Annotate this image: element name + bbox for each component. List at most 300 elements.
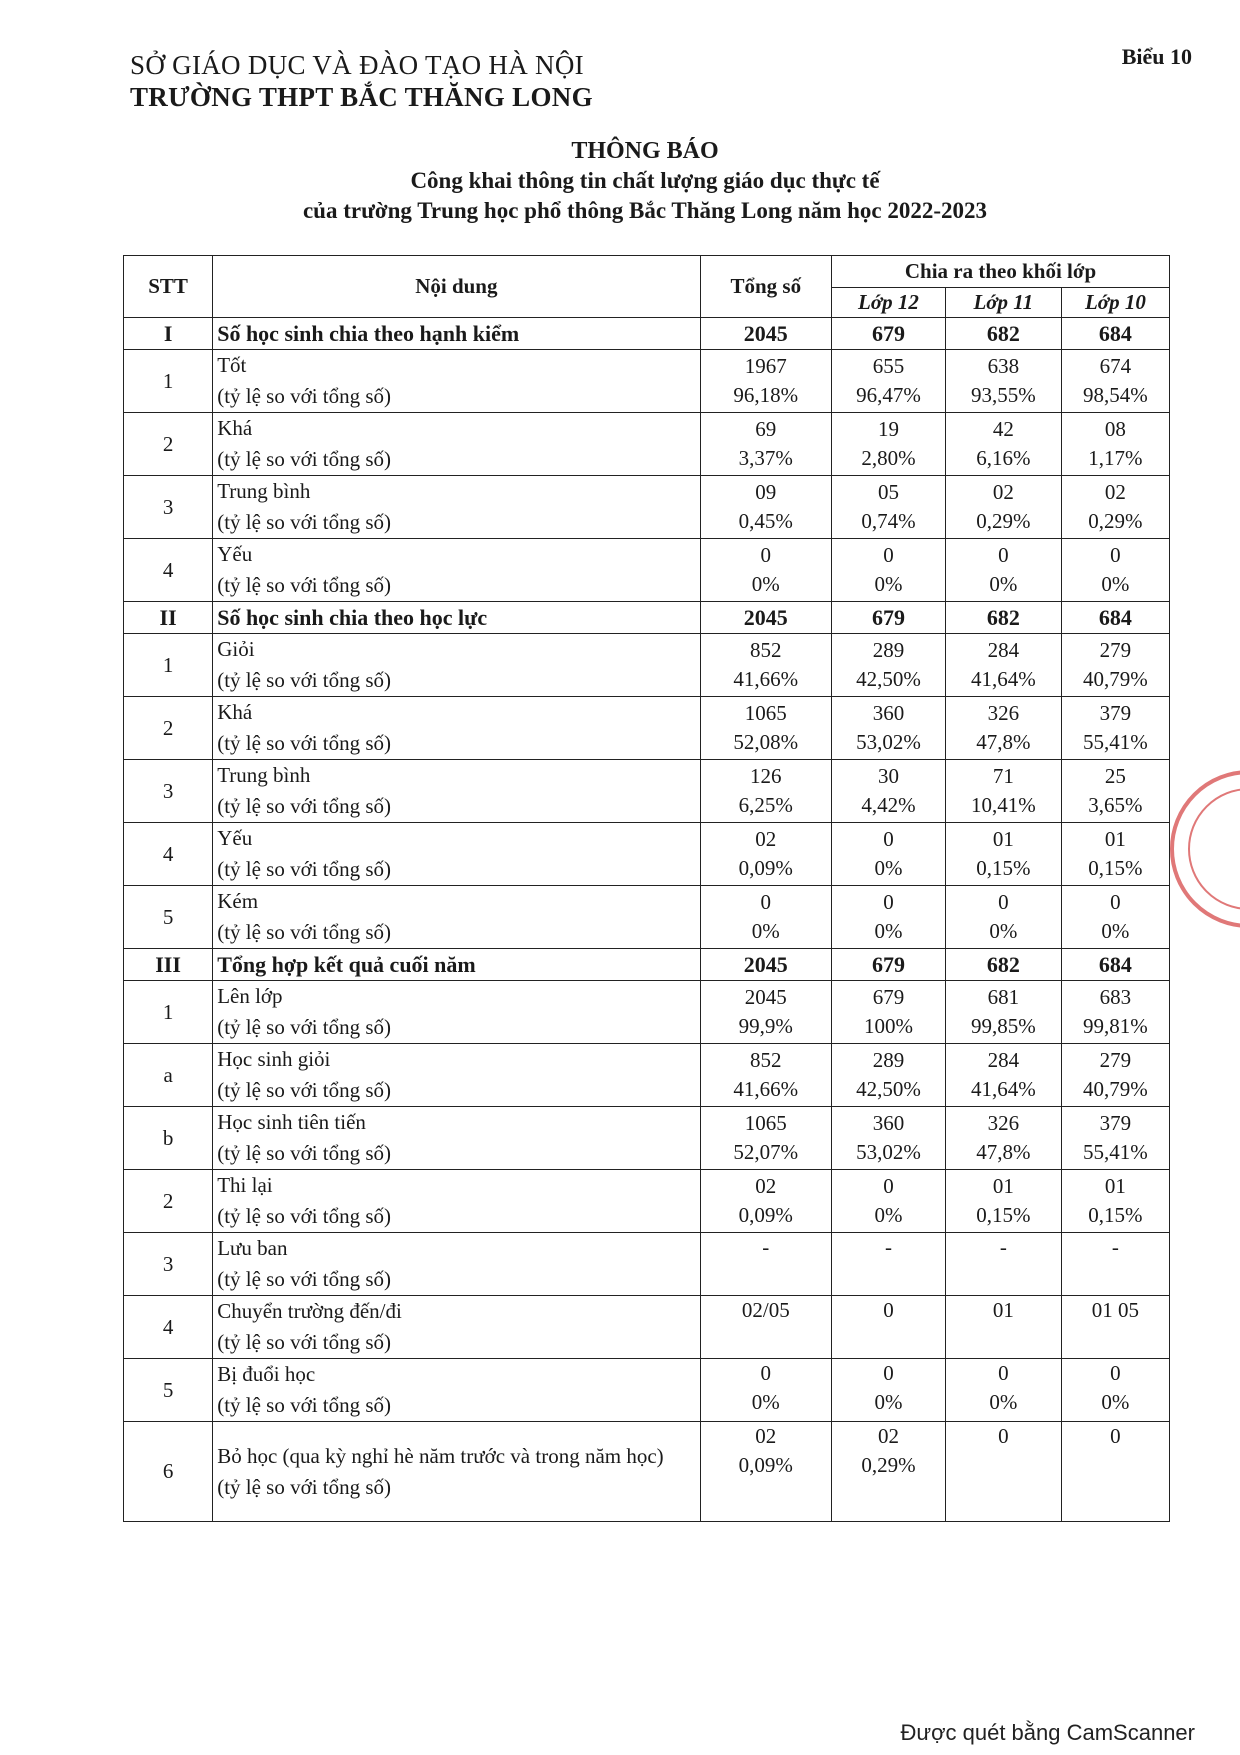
section-l10: 684	[1061, 949, 1169, 981]
cell-count: 02	[755, 1424, 777, 1448]
cell-total	[700, 697, 832, 760]
cell-percent: 53,02%	[856, 730, 921, 754]
cell-percent: 0%	[989, 572, 1018, 596]
row-name: Tốt	[217, 353, 247, 377]
row-rate-label: (tỷ lệ so với tổng số)	[217, 1015, 392, 1039]
cell-percent: 0%	[751, 1390, 780, 1414]
scanner-watermark: Được quét bằng CamScanner	[900, 1720, 1195, 1745]
cell-percent: 99,9%	[738, 1014, 793, 1038]
row-stt: 4	[124, 1296, 213, 1359]
row-content	[213, 886, 700, 949]
section-row	[124, 602, 1170, 634]
cell-percent: 99,85%	[970, 1014, 1036, 1038]
cell-count: 852	[750, 1048, 782, 1072]
cell-l10	[1061, 1233, 1169, 1296]
header-grade-11: Lớp 11	[945, 288, 1061, 318]
cell-percent: 42,50%	[856, 1077, 921, 1101]
cell-count: 674	[1099, 354, 1132, 378]
cell-percent: 0,09%	[738, 1453, 793, 1477]
row-rate-label: (tỷ lệ so với tổng số)	[217, 1474, 392, 1499]
cell-l12	[832, 1044, 946, 1107]
cell-l12	[832, 981, 946, 1044]
cell-percent: 0%	[989, 1390, 1018, 1414]
row-stt: 1	[124, 634, 213, 697]
section-l11: 682	[945, 318, 1061, 350]
section-title: Tổng hợp kết quả cuối năm	[213, 949, 700, 981]
table-row	[124, 350, 1170, 413]
cell-percent: 53,02%	[856, 1140, 921, 1164]
section-l10: 684	[1061, 602, 1169, 634]
section-l11: 682	[945, 949, 1061, 981]
notice-subtitle-2: của trường Trung học phổ thông Bắc Thăng Long năm học 2022-2023	[302, 198, 988, 223]
cell-l10	[1061, 1107, 1169, 1170]
cell-percent: 40,79%	[1083, 1077, 1148, 1101]
row-content	[213, 760, 700, 823]
cell-l12	[832, 1170, 946, 1233]
section-l10: 684	[1061, 318, 1169, 350]
section-l11: 682	[945, 602, 1061, 634]
cell-percent: 0,15%	[1088, 1203, 1143, 1227]
notice-title: THÔNG BÁO	[571, 138, 719, 164]
cell-count: 0	[760, 1361, 772, 1385]
table-row	[124, 886, 1170, 949]
section-row	[124, 949, 1170, 981]
cell-count: 19	[877, 417, 899, 441]
cell-l10	[1061, 1422, 1169, 1522]
cell-percent: 93,55%	[970, 383, 1036, 407]
cell-l11	[945, 634, 1061, 697]
section-l12: 679	[832, 949, 946, 981]
cell-percent: 0%	[1101, 1390, 1130, 1414]
cell-count: 25	[1104, 764, 1126, 788]
section-l12: 679	[832, 602, 946, 634]
cell-percent: 0,29%	[976, 509, 1031, 533]
header-grade-10: Lớp 10	[1061, 288, 1169, 318]
header-grade-group: Chia ra theo khối lớp	[832, 256, 1170, 288]
row-name: Bị đuổi học	[217, 1362, 316, 1386]
cell-count: 01 05	[1091, 1298, 1140, 1322]
row-stt: 5	[124, 886, 213, 949]
cell-percent: 0,29%	[1088, 509, 1143, 533]
cell-count: 71	[992, 764, 1014, 788]
cell-count: 02	[1104, 480, 1126, 504]
table-header-row	[124, 256, 1170, 288]
cell-l12	[832, 1107, 946, 1170]
cell-percent: 47,8%	[976, 730, 1031, 754]
cell-count: 279	[1099, 1048, 1132, 1072]
section-stt: II	[124, 602, 213, 634]
cell-count: 42	[992, 417, 1014, 441]
table-row	[124, 981, 1170, 1044]
section-title: Số học sinh chia theo học lực	[213, 602, 700, 634]
cell-count: 852	[750, 638, 782, 662]
cell-count: 0	[760, 543, 772, 567]
cell-l11	[945, 413, 1061, 476]
cell-count: 0	[883, 1361, 894, 1385]
cell-l12	[832, 1296, 946, 1359]
cell-count: 69	[755, 417, 777, 441]
notice-subtitle: Công khai thông tin chất lượng giáo dục thực tế	[410, 168, 880, 193]
row-name: Lên lớp	[217, 984, 283, 1008]
row-rate-label: (tỷ lệ so với tổng số)	[217, 1267, 392, 1291]
cell-count: 289	[872, 638, 905, 662]
row-name: Học sinh giỏi	[217, 1047, 331, 1071]
cell-l10	[1061, 1170, 1169, 1233]
cell-l10	[1061, 1296, 1169, 1359]
table-row	[124, 760, 1170, 823]
cell-l12	[832, 476, 946, 539]
row-stt: 1	[124, 981, 213, 1044]
row-stt: 2	[124, 697, 213, 760]
cell-l10	[1061, 760, 1169, 823]
cell-percent: 0%	[751, 919, 780, 943]
cell-percent: 0,15%	[976, 1203, 1031, 1227]
cell-count: -	[1111, 1235, 1119, 1259]
cell-l10	[1061, 350, 1169, 413]
row-content	[213, 1170, 700, 1233]
cell-percent: 0%	[874, 1203, 903, 1227]
cell-count: 379	[1099, 1111, 1132, 1135]
cell-count: 01	[1104, 827, 1126, 851]
cell-percent: 0,15%	[976, 856, 1031, 880]
row-name: Lưu ban	[217, 1236, 288, 1260]
cell-percent: 42,50%	[856, 667, 921, 691]
cell-l12	[832, 1359, 946, 1422]
section-total: 2045	[700, 602, 832, 634]
cell-percent: 0%	[874, 919, 903, 943]
cell-total	[700, 1233, 832, 1296]
header-stt: STT	[124, 256, 213, 318]
department-name: SỞ GIÁO DỤC VÀ ĐÀO TẠO HÀ NỘI	[130, 50, 584, 80]
cell-percent: 0%	[751, 572, 780, 596]
cell-percent: 4,42%	[861, 793, 916, 817]
cell-l11	[945, 886, 1061, 949]
cell-l11	[945, 1107, 1061, 1170]
cell-count: 0	[883, 1174, 894, 1198]
row-stt: 6	[124, 1422, 213, 1522]
cell-l12	[832, 823, 946, 886]
cell-percent: 41,64%	[970, 667, 1036, 691]
cell-count: 126	[750, 764, 782, 788]
cell-count: 679	[872, 985, 905, 1009]
section-total: 2045	[700, 318, 832, 350]
cell-percent: 3,65%	[1088, 793, 1143, 817]
cell-l11	[945, 1359, 1061, 1422]
table-row	[124, 413, 1170, 476]
cell-count: 01	[992, 827, 1014, 851]
row-name: Trung bình	[217, 479, 311, 503]
cell-percent: 100%	[863, 1014, 913, 1038]
row-rate-label: (tỷ lệ so với tổng số)	[217, 1330, 392, 1354]
cell-l11	[945, 539, 1061, 602]
cell-l12	[832, 1233, 946, 1296]
row-content	[213, 823, 700, 886]
row-name: Khá	[217, 700, 253, 724]
cell-percent: 10,41%	[970, 793, 1036, 817]
cell-total	[700, 1044, 832, 1107]
cell-total	[700, 1422, 832, 1522]
row-name: Yếu	[217, 826, 253, 850]
cell-count: 02	[992, 480, 1014, 504]
cell-l10	[1061, 697, 1169, 760]
form-number: Biểu 10	[1121, 44, 1192, 69]
section-stt: I	[124, 318, 213, 350]
cell-count: 0	[883, 1298, 894, 1322]
cell-count: 0	[1110, 1424, 1121, 1448]
cell-l11	[945, 697, 1061, 760]
row-name: Chuyển trường đến/đi	[217, 1299, 402, 1323]
cell-l12	[832, 1422, 946, 1522]
cell-percent: 0,09%	[738, 856, 793, 880]
row-rate-label: (tỷ lệ so với tổng số)	[217, 1204, 392, 1228]
cell-percent: 2,80%	[861, 446, 916, 470]
row-stt: 2	[124, 1170, 213, 1233]
cell-l11	[945, 823, 1061, 886]
cell-l11	[945, 1422, 1061, 1522]
row-name: Kém	[217, 889, 259, 913]
row-name: Giỏi	[217, 637, 255, 661]
row-content	[213, 981, 700, 1044]
cell-count: 0	[760, 890, 772, 914]
cell-count: 1967	[744, 354, 787, 378]
cell-percent: 0%	[874, 572, 903, 596]
cell-percent: 1,17%	[1088, 446, 1143, 470]
cell-count: 1065	[744, 701, 787, 725]
cell-l11	[945, 1296, 1061, 1359]
cell-total	[700, 1107, 832, 1170]
cell-percent: 41,66%	[733, 1077, 799, 1101]
cell-percent: 40,79%	[1083, 667, 1148, 691]
cell-percent: 47,8%	[976, 1140, 1031, 1164]
cell-count: 0	[883, 543, 894, 567]
cell-count: -	[999, 1235, 1007, 1259]
cell-total	[700, 476, 832, 539]
cell-l11	[945, 1170, 1061, 1233]
cell-count: 0	[998, 1361, 1009, 1385]
row-content	[213, 1044, 700, 1107]
cell-total	[700, 823, 832, 886]
cell-l11	[945, 1044, 1061, 1107]
cell-count: 284	[987, 1048, 1020, 1072]
cell-count: 379	[1099, 701, 1132, 725]
row-name: Yếu	[217, 542, 253, 566]
cell-l10	[1061, 823, 1169, 886]
row-content	[213, 1359, 700, 1422]
cell-percent: 52,08%	[733, 730, 799, 754]
header-total: Tổng số	[700, 256, 832, 318]
cell-l12	[832, 886, 946, 949]
cell-count: -	[762, 1235, 770, 1259]
row-rate-label: (tỷ lệ so với tổng số)	[217, 1141, 392, 1165]
row-content	[213, 350, 700, 413]
cell-percent: 96,18%	[733, 383, 799, 407]
cell-count: 01	[992, 1298, 1014, 1322]
cell-total	[700, 539, 832, 602]
cell-total	[700, 886, 832, 949]
table-row	[124, 1044, 1170, 1107]
cell-count: 326	[987, 1111, 1020, 1135]
row-stt: 4	[124, 823, 213, 886]
cell-count: 360	[872, 1111, 905, 1135]
cell-l10	[1061, 1359, 1169, 1422]
cell-total	[700, 413, 832, 476]
table-row	[124, 476, 1170, 539]
cell-total	[700, 1296, 832, 1359]
cell-l12	[832, 413, 946, 476]
row-name: Thi lại	[217, 1173, 273, 1197]
cell-percent: 0,45%	[738, 509, 793, 533]
row-stt: a	[124, 1044, 213, 1107]
cell-count: -	[884, 1235, 892, 1259]
row-content	[213, 476, 700, 539]
row-rate-label: (tỷ lệ so với tổng số)	[217, 1393, 392, 1417]
cell-l12	[832, 539, 946, 602]
table-row	[124, 1107, 1170, 1170]
row-name: Học sinh tiên tiến	[217, 1110, 366, 1134]
table-row	[124, 634, 1170, 697]
cell-total	[700, 634, 832, 697]
cell-count: 0	[883, 827, 894, 851]
cell-l10	[1061, 886, 1169, 949]
cell-l11	[945, 981, 1061, 1044]
row-stt: 5	[124, 1359, 213, 1422]
cell-l10	[1061, 634, 1169, 697]
cell-count: 681	[987, 985, 1020, 1009]
section-title: Số học sinh chia theo hạnh kiểm	[213, 318, 700, 350]
row-stt: 4	[124, 539, 213, 602]
cell-count: 683	[1099, 985, 1132, 1009]
cell-l12	[832, 697, 946, 760]
cell-count: 02	[755, 827, 777, 851]
cell-total	[700, 760, 832, 823]
table-row	[124, 697, 1170, 760]
row-rate-label: (tỷ lệ so với tổng số)	[217, 857, 392, 881]
section-stt: III	[124, 949, 213, 981]
cell-count: 30	[877, 764, 899, 788]
cell-percent: 0%	[874, 1390, 903, 1414]
cell-percent: 6,25%	[738, 793, 793, 817]
cell-l11	[945, 476, 1061, 539]
row-content	[213, 539, 700, 602]
cell-percent: 96,47%	[856, 383, 921, 407]
cell-count: 638	[987, 354, 1020, 378]
section-total: 2045	[700, 949, 832, 981]
cell-l10	[1061, 413, 1169, 476]
cell-count: 326	[987, 701, 1020, 725]
cell-count: 05	[877, 480, 899, 504]
row-rate-label: (tỷ lệ so với tổng số)	[217, 510, 392, 534]
cell-total	[700, 981, 832, 1044]
cell-count: 0	[1110, 1361, 1121, 1385]
row-name: Trung bình	[217, 763, 311, 787]
cell-l10	[1061, 539, 1169, 602]
cell-l12	[832, 760, 946, 823]
cell-count: 279	[1099, 638, 1132, 662]
cell-percent: 6,16%	[976, 446, 1031, 470]
cell-percent: 99,81%	[1083, 1014, 1148, 1038]
cell-percent: 0%	[874, 856, 903, 880]
table-row	[124, 1233, 1170, 1296]
cell-percent: 0,15%	[1088, 856, 1143, 880]
cell-total	[700, 1170, 832, 1233]
cell-count: 08	[1104, 417, 1126, 441]
row-rate-label: (tỷ lệ so với tổng số)	[217, 573, 392, 597]
row-stt: 1	[124, 350, 213, 413]
school-seal-stamp	[1170, 770, 1240, 928]
row-stt: 2	[124, 413, 213, 476]
row-rate-label: (tỷ lệ so với tổng số)	[217, 384, 392, 408]
education-quality-table	[123, 255, 1170, 1522]
cell-count: 02	[755, 1174, 777, 1198]
cell-percent: 55,41%	[1083, 1140, 1148, 1164]
cell-percent: 0,74%	[861, 509, 916, 533]
table-row	[124, 1422, 1170, 1522]
cell-count: 1065	[744, 1111, 787, 1135]
cell-l10	[1061, 1044, 1169, 1107]
cell-count: 0	[1110, 890, 1121, 914]
cell-percent: 52,07%	[733, 1140, 799, 1164]
section-row	[124, 318, 1170, 350]
row-rate-label: (tỷ lệ so với tổng số)	[217, 731, 392, 755]
cell-percent: 41,66%	[733, 667, 799, 691]
cell-l10	[1061, 476, 1169, 539]
row-stt: 3	[124, 476, 213, 539]
row-stt: 3	[124, 1233, 213, 1296]
cell-count: 655	[872, 354, 905, 378]
row-stt: 3	[124, 760, 213, 823]
row-content	[213, 1233, 700, 1296]
cell-total	[700, 350, 832, 413]
section-l12: 679	[832, 318, 946, 350]
table-row	[124, 1170, 1170, 1233]
row-rate-label: (tỷ lệ so với tổng số)	[217, 794, 392, 818]
cell-l11	[945, 350, 1061, 413]
table-row	[124, 1296, 1170, 1359]
row-rate-label: (tỷ lệ so với tổng số)	[217, 668, 392, 692]
cell-count: 284	[987, 638, 1020, 662]
cell-count: 360	[872, 701, 905, 725]
cell-count: 01	[992, 1174, 1014, 1198]
cell-count: 0	[1110, 543, 1121, 567]
cell-percent: 3,37%	[738, 446, 793, 470]
cell-percent: 0,09%	[738, 1203, 793, 1227]
school-name: TRƯỜNG THPT BẮC THĂNG LONG	[130, 82, 593, 112]
row-content	[213, 1422, 700, 1522]
cell-count: 0	[998, 543, 1009, 567]
header-grade-12: Lớp 12	[832, 288, 946, 318]
cell-count: 0	[998, 1424, 1009, 1448]
cell-percent: 0%	[1101, 919, 1130, 943]
cell-count: 02/05	[741, 1298, 790, 1322]
table-row	[124, 1359, 1170, 1422]
table-row	[124, 539, 1170, 602]
row-rate-label: (tỷ lệ so với tổng số)	[217, 920, 392, 944]
cell-l12	[832, 634, 946, 697]
row-stt: b	[124, 1107, 213, 1170]
row-name: Bỏ học (qua kỳ nghỉ hè năm trước và trong năm học)	[217, 1443, 664, 1468]
cell-count: 2045	[744, 985, 787, 1009]
row-rate-label: (tỷ lệ so với tổng số)	[217, 1078, 392, 1102]
row-content	[213, 1107, 700, 1170]
cell-percent: 0%	[1101, 572, 1130, 596]
row-content	[213, 1296, 700, 1359]
header-content: Nội dung	[213, 256, 700, 318]
table-row	[124, 823, 1170, 886]
row-content	[213, 697, 700, 760]
cell-l11	[945, 760, 1061, 823]
cell-l12	[832, 350, 946, 413]
cell-total	[700, 1359, 832, 1422]
